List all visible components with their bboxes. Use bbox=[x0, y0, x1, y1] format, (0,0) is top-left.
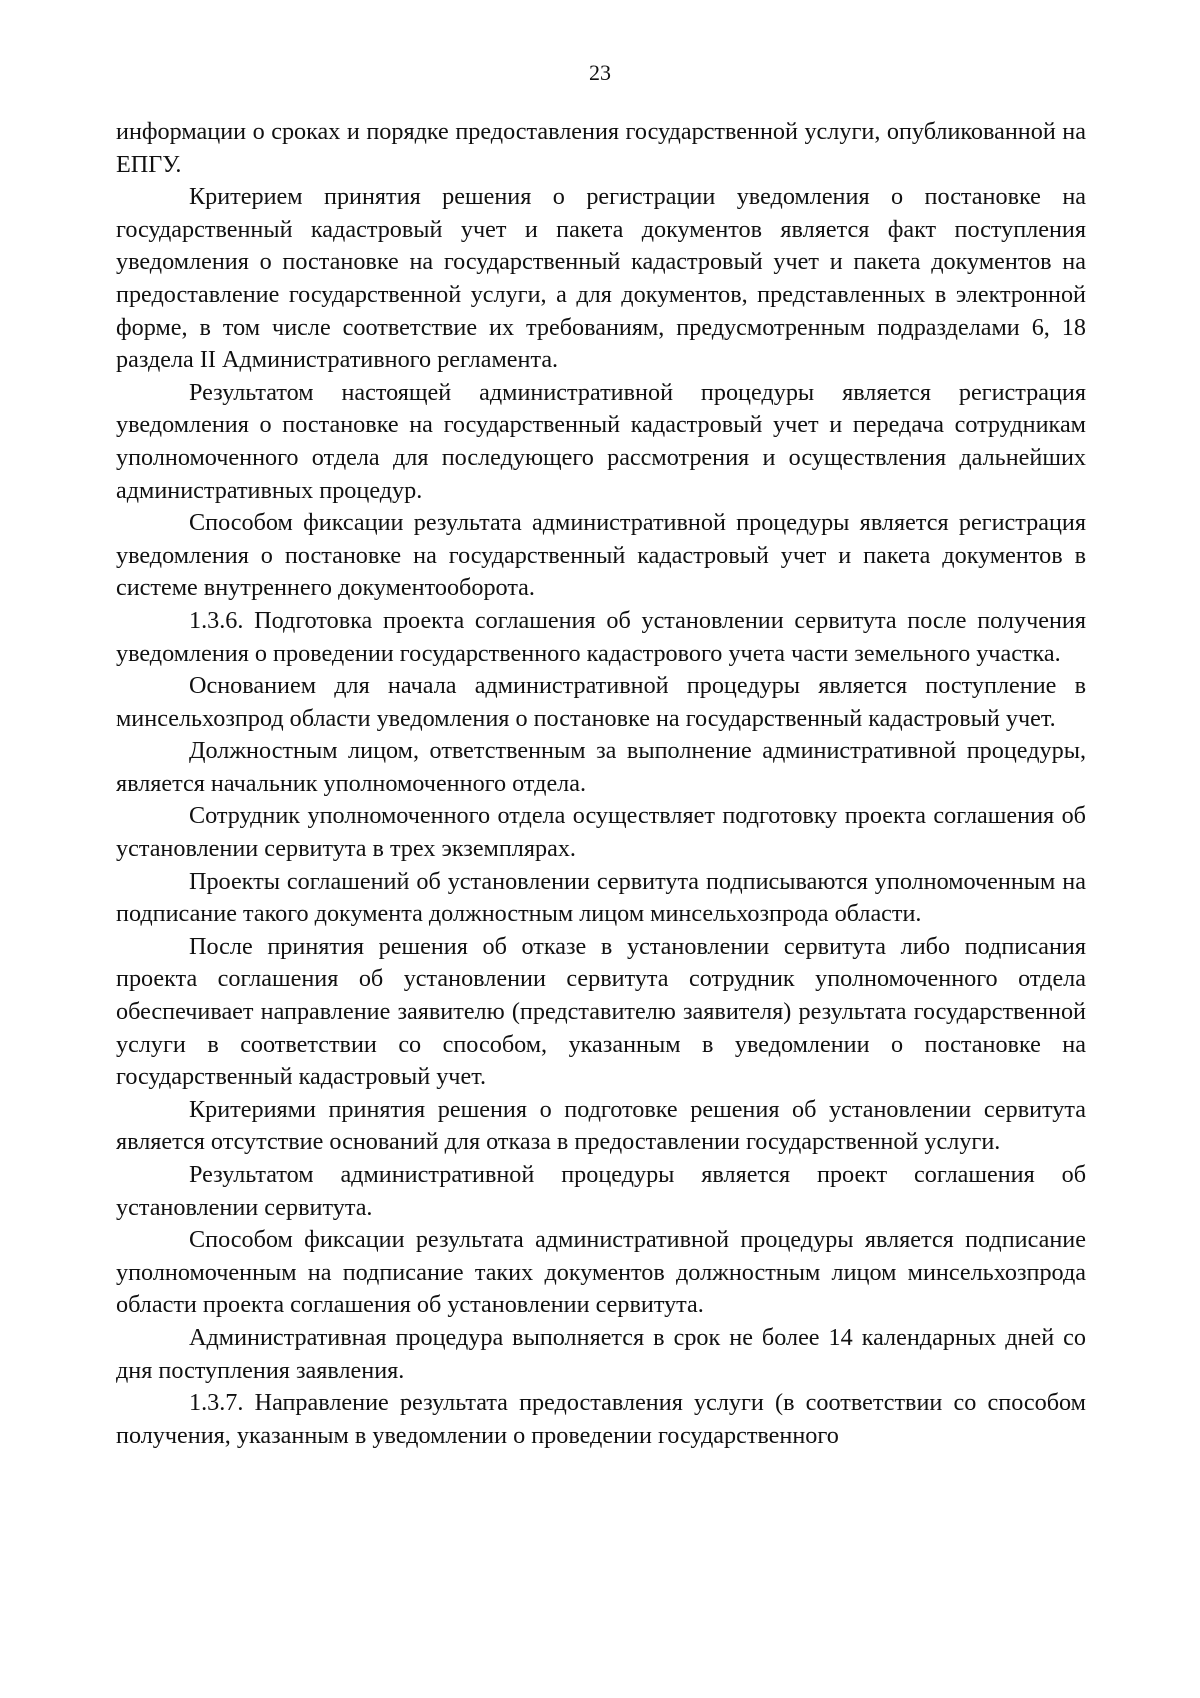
paragraph-2: Критерием принятия решения о регистрации уведомления о постановке на государственный кадастровый учет и пакета документов является факт поступления уведомления о постановке на государственный кадастровый учет и пакета документов на предоставление государственной услуги, а для документов, представленных в электронной форме, в том числе соответствие их требованиям, предусмотренным подразделами 6, 18 раздела II Административного регламента. bbox=[116, 183, 1086, 374]
paragraph-8: Сотрудник уполномоченного отдела осуществляет подготовку проекта соглашения об установлении сервитута в трех экземплярах. bbox=[116, 802, 1086, 863]
paragraph-15: 1.3.7. Направление результата предоставления услуги (в соответствии со способом получения, указанным в уведомлении о проведении государственного bbox=[116, 1389, 1086, 1449]
paragraph-12: Результатом административной процедуры является проект соглашения об установлении сервитута. bbox=[116, 1161, 1086, 1221]
paragraph-3: Результатом настоящей административной процедуры является регистрация уведомления о постановке на государственный кадастровый учет и передача сотрудникам уполномоченного отдела для последующего рассмотрения и осуществления дальнейших административных процедур. bbox=[116, 378, 1086, 504]
document-body bbox=[116, 116, 1086, 1452]
paragraph-5: 1.3.6. Подготовка проекта соглашения об установлении сервитута после получения уведомления о проведении государственного кадастрового учета части земельного участка. bbox=[116, 606, 1086, 667]
paragraph-10: После принятия решения об отказе в установлении сервитута либо подписания проекта соглашения об установлении сервитута сотрудник уполномоченного отдела обеспечивает направление заявителю (представителю заявителя) результата государственной услуги в соответствии со способом, указанным в уведомлении о постановке на государственный кадастровый учет. bbox=[116, 932, 1086, 1091]
paragraph-4: Способом фиксации результата административной процедуры является регистрация уведомления о постановке на государственный кадастровый учет и пакета документов в системе внутреннего документооборота. bbox=[116, 509, 1086, 602]
paragraph-1: информации о сроках и порядке предоставления государственной услуги, опубликованной на ЕПГУ. bbox=[116, 118, 1086, 178]
paragraph-13: Способом фиксации результата административной процедуры является подписание уполномоченным на подписание таких документов должностным лицом минсельхозпрода области проекта соглашения об установлении сервитута. bbox=[116, 1226, 1086, 1319]
paragraph-6: Основанием для начала административной процедуры является поступление в минсельхозпрод области уведомления о постановке на государственный кадастровый учет. bbox=[116, 672, 1086, 732]
page-number: 23 bbox=[589, 60, 611, 85]
paragraph-11: Критериями принятия решения о подготовке решения об установлении сервитута является отсутствие оснований для отказа в предоставлении государственной услуги. bbox=[116, 1095, 1086, 1156]
paragraph-9: Проекты соглашений об установлении сервитута подписываются уполномоченным на подписание такого документа должностным лицом минсельхозпрода области. bbox=[116, 867, 1086, 928]
paragraph-14: Административная процедура выполняется в срок не более 14 календарных дней со дня поступления заявления. bbox=[116, 1323, 1086, 1384]
paragraph-7: Должностным лицом, ответственным за выполнение административной процедуры, является начальник уполномоченного отдела. bbox=[116, 737, 1086, 797]
